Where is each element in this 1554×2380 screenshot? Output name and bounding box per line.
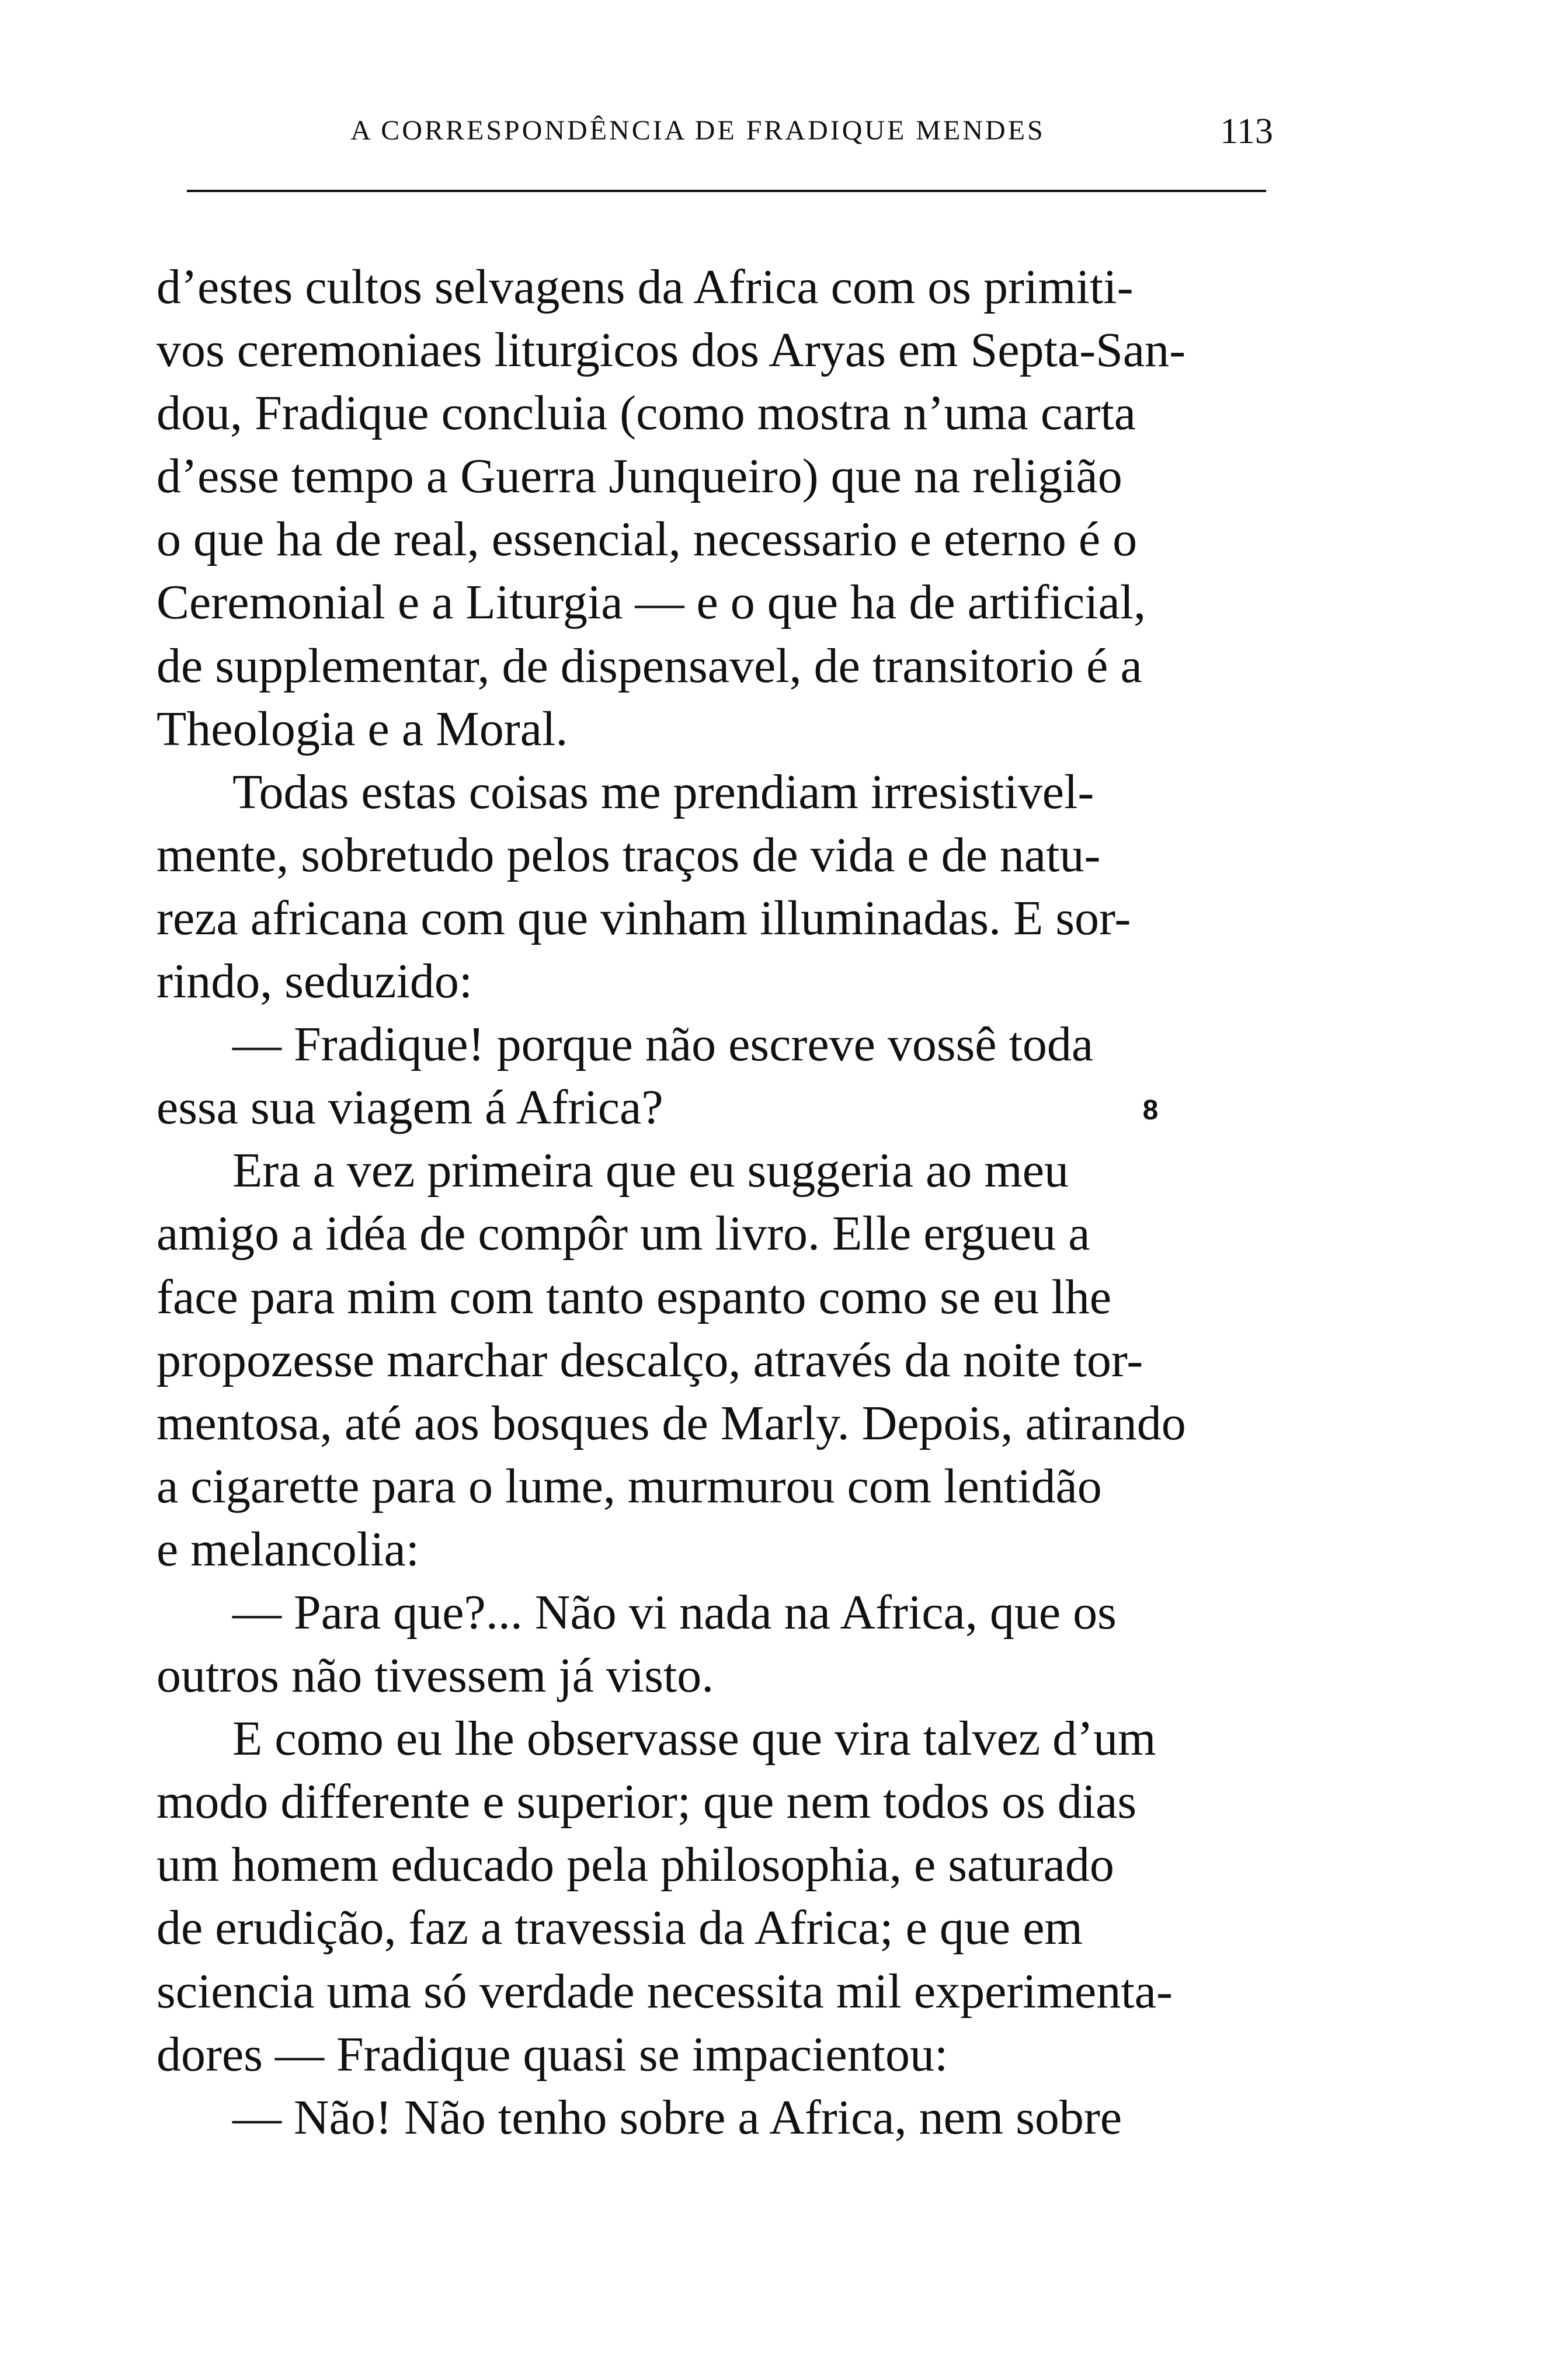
text-line: d’estes cultos selvagens da Africa com os primiti- bbox=[157, 260, 1134, 314]
text-line: amigo a idéa de compôr um livro. Elle ergueu a bbox=[157, 1206, 1090, 1261]
text-line: reza africana com que vinham illuminadas. E sor- bbox=[157, 890, 1131, 945]
text-line: d’esse tempo a Guerra Junqueiro) que na religião bbox=[157, 449, 1122, 504]
signature-mark: 8 bbox=[1142, 1095, 1159, 1126]
page-number: 113 bbox=[1220, 112, 1273, 151]
text-line: Todas estas coisas me prendiam irresistivel- bbox=[232, 764, 1094, 819]
text-line: de supplementar, de dispensavel, de transitorio é a bbox=[157, 638, 1142, 693]
running-title: A CORRESPONDÊNCIA DE FRADIQUE MENDES bbox=[350, 115, 1045, 146]
text-line: um homem educado pela philosophia, e saturado bbox=[157, 1838, 1114, 1892]
text-line: — Não! Não tenho sobre a Africa, nem sobre bbox=[232, 2090, 1122, 2145]
text-line: Ceremonial e a Liturgia — e o que ha de artificial, bbox=[157, 575, 1146, 630]
body-text bbox=[157, 256, 1266, 2149]
header-rule bbox=[187, 190, 1266, 192]
text-line: essa sua viagem á Africa? bbox=[157, 1080, 663, 1135]
text-line: mente, sobretudo pelos traços de vida e de natu- bbox=[157, 827, 1101, 882]
text-line: Theologia e a Moral. bbox=[157, 701, 568, 756]
text-line: dores — Fradique quasi se impacientou: bbox=[157, 2027, 948, 2082]
text-line: de erudição, faz a travessia da Africa; e que em bbox=[157, 1901, 1083, 1956]
text-line: a cigarette para o lume, murmurou com lentidão bbox=[157, 1459, 1102, 1513]
text-line: vos ceremoniaes liturgicos dos Aryas em Septa-San- bbox=[157, 323, 1186, 378]
text-line: e melancolia: bbox=[157, 1522, 420, 1577]
text-line: — Fradique! porque não escreve vossê toda bbox=[232, 1017, 1094, 1072]
text-line: propozesse marchar descalço, através da noite tor- bbox=[157, 1332, 1143, 1387]
text-line: E como eu lhe observasse que vira talvez d’um bbox=[232, 1711, 1156, 1766]
text-line: modo differente e superior; que nem todos os dias bbox=[157, 1774, 1137, 1829]
text-line: sciencia uma só verdade necessita mil experimenta- bbox=[157, 1964, 1173, 2019]
text-line: o que ha de real, essencial, necessario e eterno é o bbox=[157, 512, 1138, 567]
text-line: mentosa, até aos bosques de Marly. Depois, atirando bbox=[157, 1396, 1186, 1450]
text-line: outros não tivessem já visto. bbox=[157, 1648, 714, 1703]
text-line: face para mim com tanto espanto como se eu lhe bbox=[157, 1269, 1112, 1324]
text-line: rindo, seduzido: bbox=[157, 954, 473, 1009]
text-line: — Para que?... Não vi nada na Africa, que os bbox=[232, 1585, 1117, 1640]
text-line: Era a vez primeira que eu suggeria ao meu bbox=[232, 1143, 1069, 1198]
text-line: dou, Fradique concluia (como mostra n’uma carta bbox=[157, 386, 1136, 441]
